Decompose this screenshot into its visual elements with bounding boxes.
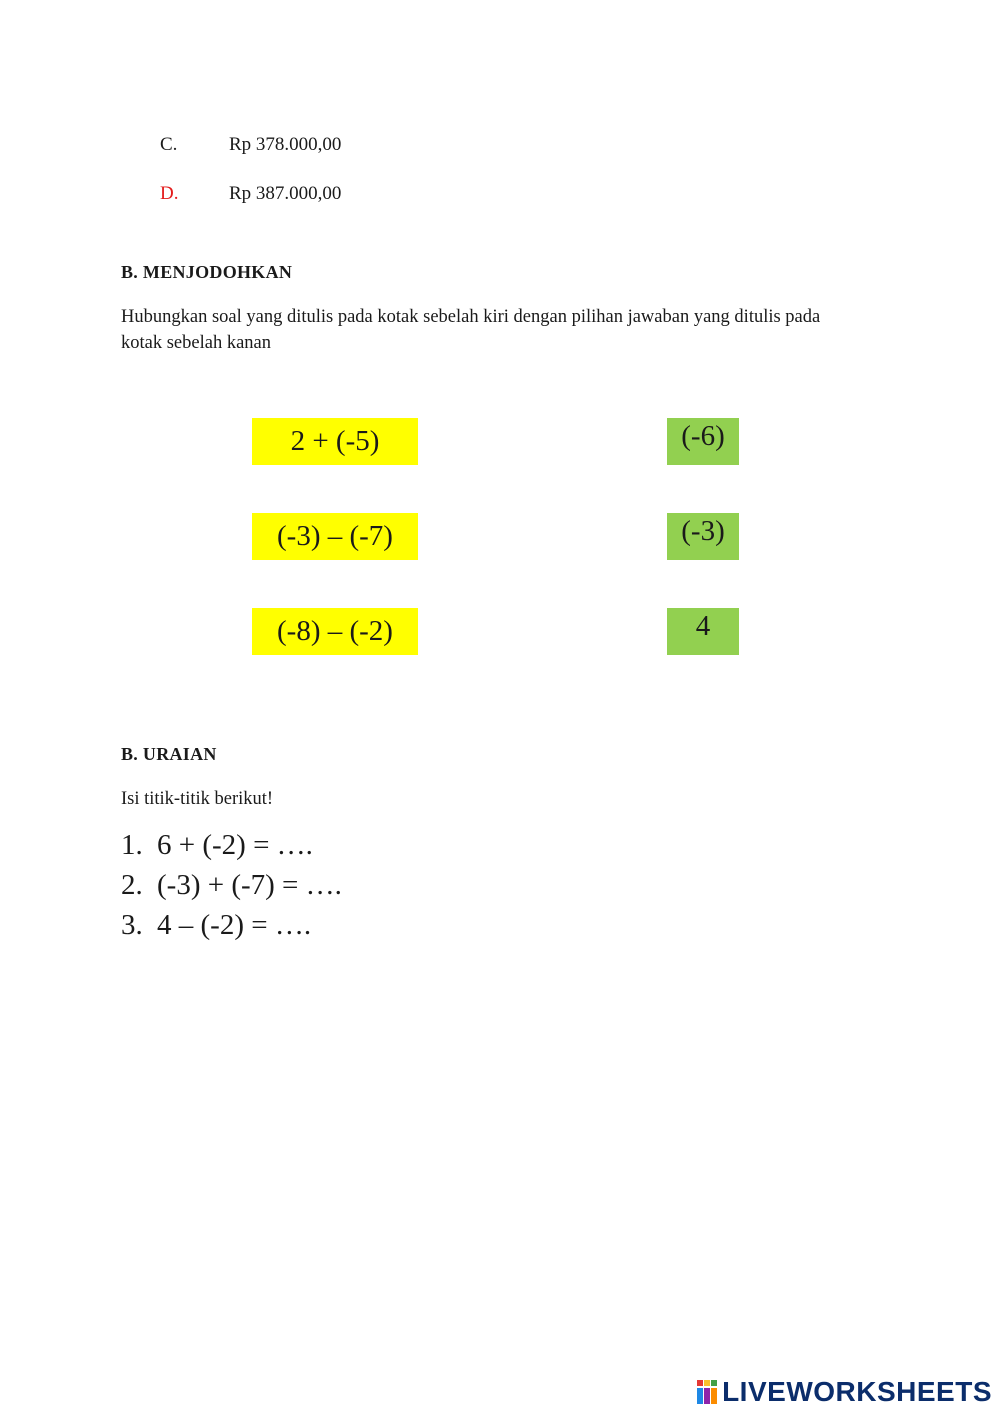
essay-item-text: (-3) + (-7) = …. [157,869,342,901]
essay-item-number: 1. [121,829,143,861]
essay-item-number: 3. [121,909,143,941]
option-d-letter: D. [160,183,179,204]
essay-item [121,869,342,902]
liveworksheets-logo-icon [696,1377,718,1407]
option-c-text: Rp 378.000,00 [229,134,342,155]
match-question-1-text: 2 + (-5) [290,425,380,457]
liveworksheets-logo-text: LIVEWORKSHEETS [722,1376,992,1407]
essay-item [121,829,313,862]
match-answer-2-text: (-3) [681,515,725,547]
option-d-text: Rp 387.000,00 [229,183,342,204]
essay-item-text: 6 + (-2) = …. [157,829,313,861]
match-question-2-text: (-3) – (-7) [277,520,393,552]
matching-heading: B. MENJODOHKAN [121,262,293,282]
match-answer-2[interactable] [667,513,739,560]
match-question-3[interactable] [252,608,418,655]
match-question-3-text: (-8) – (-2) [277,615,393,647]
liveworksheets-logo[interactable] [696,1375,992,1409]
match-question-1[interactable] [252,418,418,465]
match-answer-1-text: (-6) [681,420,725,452]
essay-heading: B. URAIAN [121,744,217,764]
option-c-letter: C. [160,134,178,155]
match-question-2[interactable] [252,513,418,560]
essay-item [121,909,311,942]
matching-instructions: Hubungkan soal yang ditulis pada kotak sebelah kiri dengan pilihan jawaban yang ditulis pada kotak sebelah kanan [121,307,821,353]
essay-item-number: 2. [121,869,143,901]
match-answer-1[interactable] [667,418,739,465]
match-answer-3[interactable] [667,608,739,655]
essay-item-text: 4 – (-2) = …. [157,909,312,941]
match-answer-3-text: 4 [695,610,711,642]
essay-instructions: Isi titik-titik berikut! [121,789,274,809]
